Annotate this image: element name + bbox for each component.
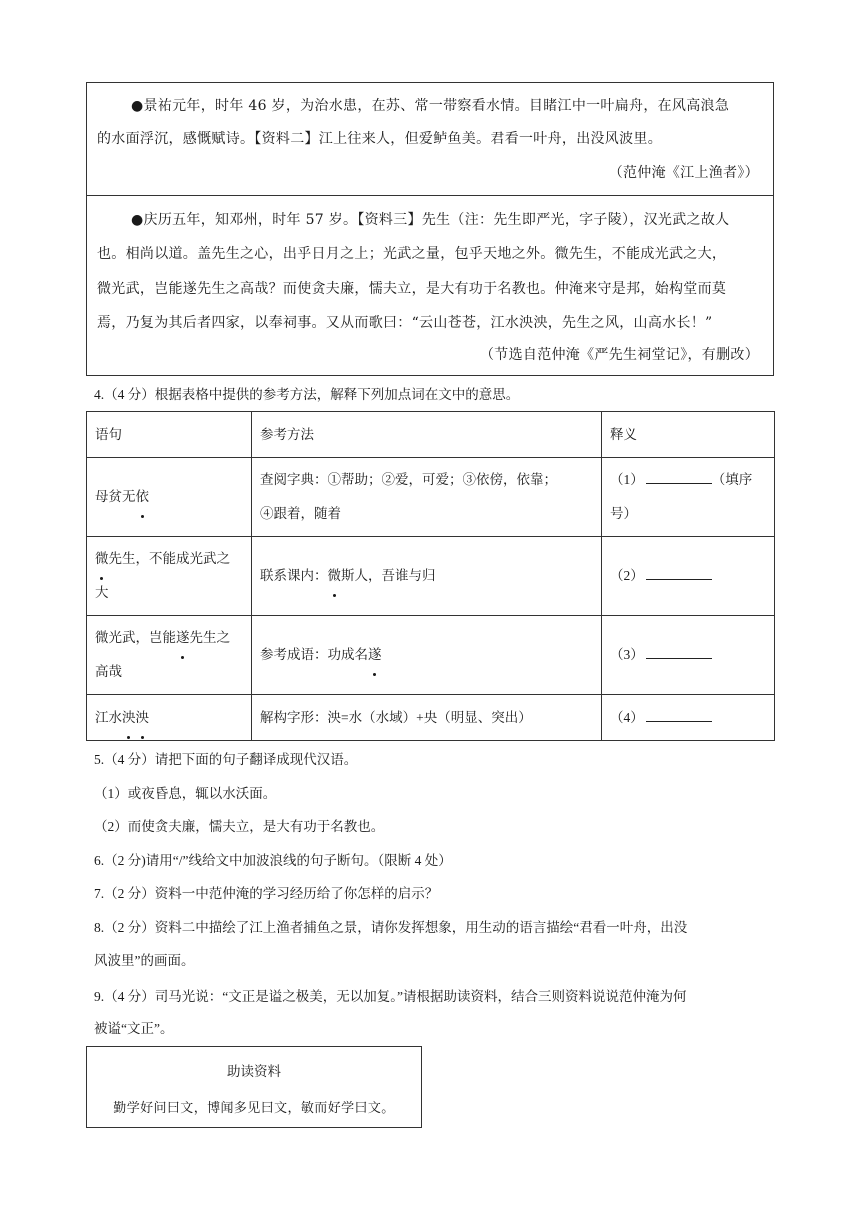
question-8-line-1: 8.（2 分）资料二中描绘了江上渔者捕鱼之景，请你发挥想象，用生动的语言描绘“君看一叶舟，出没 [94,920,688,935]
answer-blank[interactable] [646,707,712,722]
answer-cell [602,695,775,741]
method-text: 查阅字典：①帮助；②爱，可爱；③依傍，依靠； [260,472,557,487]
dotted-word: 微 [328,559,342,593]
sentence-cell [87,458,252,537]
question-6: 6.（2 分)请用“/”线给文中加波浪线的句子断句。（限断 4 处） [94,853,452,868]
passage-section-3 [87,196,773,375]
passage-line: 的水面浮沉，感慨赋诗。【资料二】江上往来人，但爱鲈鱼美。君看一叶舟，出没风波里。 [97,131,662,147]
answer-cell [602,458,775,537]
question-9-line-2: 被谥“文正”。 [94,1021,174,1036]
reading-aid-title: 助读资料 [227,1064,281,1079]
question-4-prompt: 4.（4 分）根据表格中提供的参考方法，解释下列加点词在文中的意思。 [94,387,520,402]
method-cell [252,458,602,537]
passage-source: （范仲淹《江上渔者》） [608,165,759,181]
question-5-item-1: （1）或夜昏息，辄以水沃面。 [94,786,277,801]
answer-label: （2） [610,568,644,583]
reference-table [86,411,775,741]
method-text: ④跟着，随着 [260,506,341,521]
method-cell: 解构字形：泱=水（水域）+央（明显、突出） [252,695,602,741]
answer-blank[interactable] [646,644,712,659]
method-cell [252,616,602,695]
passage-source: （节选自范仲淹《严先生祠堂记》，有删改） [480,347,759,363]
sentence-text: 高哉 [95,664,122,679]
passage-line: 微光武，岂能遂先生之高哉？而使贪夫廉，懦夫立，是大有功于名教也。仲淹来守是邦，始构堂而莫 [97,281,727,297]
method-text: 联系课内： [260,568,328,583]
sentence-cell [87,616,252,695]
dotted-word: 微 [95,542,109,576]
answer-note: （填序 [711,472,753,487]
header-cell: 参考方法 [252,412,602,458]
sentence-text: 大 [95,585,109,600]
sentence-text: 先生，不能成光武之 [108,551,230,566]
answer-blank[interactable] [646,469,712,484]
question-5-prompt: 5.（4 分）请把下面的句子翻译成现代汉语。 [94,752,358,767]
passage-line: ●景祐元年，时年 46 岁，为治水患，在苏、常一带察看水情。目睹江中一叶扁舟，在风高浪急 [131,98,730,114]
table-row [87,616,775,695]
sentence-text: 微光武，岂能 [95,630,176,645]
header-cell: 释义 [602,412,775,458]
answer-note: 号） [610,506,637,521]
sentence-text: 母贫无 [95,489,136,504]
dotted-word: 泱 [136,701,150,735]
answer-label: （4） [610,709,644,725]
method-text: 斯人，吾谁与归 [341,568,436,583]
question-7: 7.（2 分）资料一中范仲淹的学习经历给了你怎样的启示？ [94,886,439,901]
question-9-line-1: 9.（4 分）司马光说：“文正是谥之极美，无以加复。”请根据助读资料，结合三则资料说说范仲淹为何 [94,989,687,1004]
passage-section-2 [87,83,773,196]
table-header-row [87,412,775,458]
dotted-word: 依 [136,480,150,514]
header-cell: 语句 [87,412,252,458]
reading-aid-body: 勤学好问曰文，博闻多见曰文，敏而好学曰文。 [113,1101,395,1116]
answer-cell [602,537,775,616]
reading-aid-box [86,1046,422,1128]
table-row [87,695,775,741]
sentence-cell [87,537,252,616]
question-5-item-2: （2）而使贪夫廉，懦夫立，是大有功于名教也。 [94,819,385,834]
sentence-text: 江水 [95,709,122,725]
passage-line: 焉，乃复为其后者四家，以奉祠事。又从而歌曰：“云山苍苍，江水泱泱，先生之风，山高水长！” [97,315,713,331]
question-8-line-2: 风波里”的画面。 [94,953,195,968]
table-row [87,537,775,616]
passage-line: 也。相尚以道。盖先生之心，出乎日月之上；光武之量，包乎天地之外。微先生，不能成光武之大， [97,246,727,262]
answer-cell [602,616,775,695]
answer-label: （3） [610,647,644,662]
dotted-word: 遂 [176,621,190,655]
sentence-text: 先生之 [189,630,230,645]
sentence-cell [87,695,252,741]
answer-label: （1） [610,472,644,487]
method-cell [252,537,602,616]
passage-box [86,82,774,376]
passage-line: ●庆历五年，知邓州，时年 57 岁。【资料三】先生（注：先生即严光，字子陵），汉光武之故人 [131,212,730,228]
table-row [87,458,775,537]
method-text: 参考成语：功成名 [260,647,368,662]
dotted-word: 泱 [122,701,136,735]
answer-blank[interactable] [646,565,712,580]
dotted-word: 遂 [368,638,382,672]
